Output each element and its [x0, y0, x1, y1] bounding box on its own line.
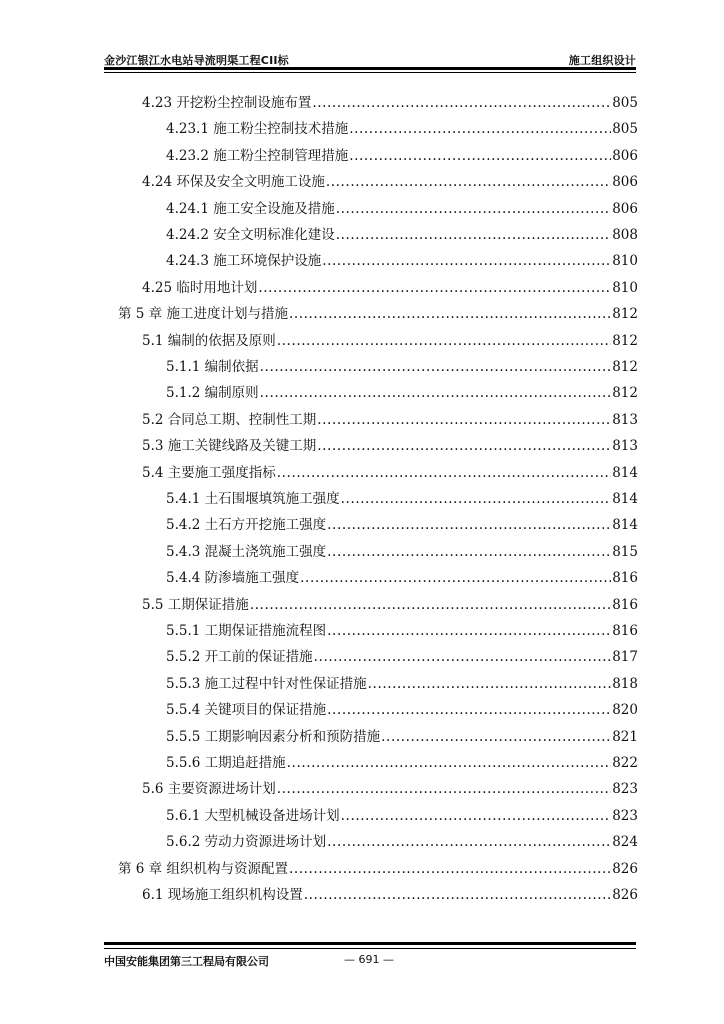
- toc-entry-page: 812: [612, 306, 638, 323]
- toc-entry[interactable]: [166, 117, 638, 143]
- toc-entry-page: 816: [612, 623, 638, 639]
- page-header: [104, 50, 636, 68]
- toc-entry-title: 5.1 编制的依据及原则: [142, 332, 276, 349]
- toc-leader-dots: [304, 887, 611, 903]
- toc-entry[interactable]: [166, 144, 638, 170]
- toc-entry-title: 5.1.1 编制依据: [166, 359, 259, 375]
- toc-entry-page: 823: [612, 807, 638, 824]
- toc-leader-dots: [336, 227, 611, 243]
- toc-entry-title: 4.23 开挖粉尘控制设施布置: [142, 95, 312, 111]
- toc-entry[interactable]: [166, 566, 638, 592]
- toc-leader-dots: [368, 676, 612, 692]
- header-rule-thin: [104, 72, 636, 73]
- toc-leader-dots: [327, 544, 611, 560]
- toc-entry[interactable]: [166, 197, 638, 223]
- toc-entry[interactable]: [166, 355, 638, 381]
- header-project-title: 金沙江银江水电站导流明渠工程CII标: [104, 54, 289, 67]
- toc-entry-title: 5.5.4 关键项目的保证措施: [166, 702, 327, 719]
- toc-entry-page: 812: [612, 385, 638, 402]
- toc-entry-title: 第 5 章 施工进度计划与措施: [118, 306, 288, 323]
- toc-entry-title: 4.24 环保及安全文明施工设施: [142, 174, 325, 191]
- page-footer: [104, 953, 636, 971]
- toc-entry-title: 5.5.2 开工前的保证措施: [166, 649, 313, 666]
- toc-entry[interactable]: [166, 619, 638, 645]
- toc-entry-title: 5.5.1 工期保证措施流程图: [166, 623, 327, 639]
- toc-entry-page: 816: [612, 570, 638, 587]
- toc-entry-page: 815: [612, 543, 638, 560]
- header-document-type: 施工组织设计: [568, 54, 636, 67]
- toc-leader-dots: [260, 385, 612, 401]
- toc-leader-dots: [317, 438, 611, 454]
- footer-page-number: — 691 —: [344, 953, 394, 966]
- toc-entry-page: 820: [612, 702, 638, 719]
- toc-entry[interactable]: [142, 170, 638, 196]
- toc-entry[interactable]: [142, 276, 638, 302]
- toc-leader-dots: [327, 623, 611, 639]
- toc-entry[interactable]: [142, 434, 638, 460]
- header-rule-thick: [104, 67, 636, 70]
- toc-leader-dots: [317, 412, 611, 428]
- toc-entry[interactable]: [142, 329, 638, 355]
- toc-entry-title: 5.6 主要资源进场计划: [142, 781, 276, 798]
- toc-entry[interactable]: [166, 513, 638, 539]
- toc-entry-title: 5.5.3 施工过程中针对性保证措施: [166, 675, 367, 692]
- toc-leader-dots: [322, 253, 611, 269]
- toc-entry-page: 826: [612, 887, 638, 903]
- toc-entry-title: 5.3 施工关键线路及关键工期: [142, 438, 317, 455]
- toc-entry[interactable]: [142, 408, 638, 434]
- toc-leader-dots: [287, 755, 612, 771]
- footer-rule-thick: [104, 942, 636, 945]
- toc-entry[interactable]: [142, 91, 638, 117]
- toc-leader-dots: [327, 702, 611, 718]
- toc-entry-page: 813: [612, 411, 638, 428]
- toc-entry-page: 814: [612, 464, 638, 481]
- toc-entry-title: 4.24.3 施工环境保护设施: [166, 253, 322, 270]
- toc-leader-dots: [336, 201, 611, 217]
- toc-entry-title: 4.23.2 施工粉尘控制管理措施: [166, 147, 349, 164]
- toc-entry-page: 818: [612, 675, 638, 692]
- toc-entry-page: 824: [612, 834, 638, 851]
- toc-entry[interactable]: [166, 381, 638, 407]
- toc-entry[interactable]: [166, 645, 638, 671]
- toc-entry-title: 6.1 现场施工组织机构设置: [142, 887, 303, 903]
- toc-entry-title: 5.2 合同总工期、控制性工期: [142, 411, 317, 428]
- toc-leader-dots: [289, 861, 611, 877]
- toc-entry-page: 808: [612, 227, 638, 243]
- toc-entry[interactable]: [166, 487, 638, 513]
- toc-entry-title: 4.24.1 施工安全设施及措施: [166, 200, 335, 217]
- toc-entry-title: 5.4.2 土石方开挖施工强度: [166, 517, 327, 534]
- footer-rule-thin: [104, 948, 636, 949]
- toc-entry-title: 4.23.1 施工粉尘控制技术措施: [166, 121, 349, 138]
- toc-entry[interactable]: [142, 593, 638, 619]
- toc-leader-dots: [260, 359, 612, 375]
- footer-company: 中国安能集团第三工程局有限公司: [104, 955, 269, 968]
- toc-entry-title: 5.4.4 防渗墙施工强度: [166, 570, 300, 587]
- toc-leader-dots: [277, 333, 611, 349]
- toc-entry-title: 5.5 工期保证措施: [142, 596, 249, 613]
- toc-entry-title: 4.24.2 安全文明标准化建设: [166, 227, 335, 243]
- toc-leader-dots: [326, 174, 611, 190]
- toc-entry-title: 5.4.3 混凝土浇筑施工强度: [166, 543, 327, 560]
- toc-entry[interactable]: [166, 830, 638, 856]
- toc-leader-dots: [327, 834, 611, 850]
- toc-entry[interactable]: [166, 249, 638, 275]
- toc-entry[interactable]: [142, 461, 638, 487]
- toc-leader-dots: [277, 465, 611, 481]
- toc-entry[interactable]: [166, 540, 638, 566]
- toc-entry[interactable]: [142, 883, 638, 909]
- toc-leader-dots: [312, 95, 611, 111]
- toc-entry-title: 5.6.2 劳动力资源进场计划: [166, 834, 327, 851]
- toc-entry-title: 5.6.1 大型机械设备进场计划: [166, 807, 340, 824]
- toc-entry-page: 810: [612, 253, 638, 270]
- toc-entry-page: 814: [612, 491, 638, 507]
- toc-entry-page: 812: [612, 359, 638, 375]
- toc-entry-page: 823: [612, 781, 638, 798]
- toc-entry[interactable]: [142, 777, 638, 803]
- toc-entry-title: 5.1.2 编制原则: [166, 385, 259, 402]
- toc-leader-dots: [314, 649, 612, 665]
- toc-entry-title: 5.5.6 工期追赶措施: [166, 755, 286, 771]
- toc-leader-dots: [277, 781, 611, 797]
- toc-entry[interactable]: [166, 725, 638, 751]
- toc-entry[interactable]: [166, 698, 638, 724]
- toc-leader-dots: [349, 121, 611, 137]
- toc-entry-title: 4.25 临时用地计划: [142, 279, 258, 296]
- toc-entry-title: 5.4 主要施工强度指标: [142, 464, 276, 481]
- toc-leader-dots: [381, 729, 611, 745]
- toc-leader-dots: [258, 280, 611, 296]
- toc-entry-page: 817: [612, 649, 638, 666]
- toc-leader-dots: [250, 597, 611, 613]
- toc-entry-page: 805: [612, 95, 638, 111]
- toc-entry-page: 816: [612, 596, 638, 613]
- toc-entry-page: 806: [612, 174, 638, 191]
- toc-entry-page: 821: [612, 728, 638, 745]
- toc-entry-page: 806: [612, 147, 638, 164]
- toc-entry[interactable]: [166, 804, 638, 830]
- toc-entry-page: 826: [612, 860, 638, 877]
- toc-entry-page: 814: [612, 517, 638, 534]
- toc-entry-page: 806: [612, 200, 638, 217]
- toc-entry[interactable]: [166, 751, 638, 777]
- toc-leader-dots: [327, 517, 611, 533]
- toc-entry-title: 第 6 章 组织机构与资源配置: [118, 860, 288, 877]
- toc-entry[interactable]: [166, 672, 638, 698]
- toc-entry-title: 5.5.5 工期影响因素分析和预防措施: [166, 728, 381, 745]
- toc-entry-page: 822: [612, 755, 638, 771]
- toc-leader-dots: [289, 306, 611, 322]
- toc-entry-page: 813: [612, 438, 638, 455]
- toc-entry-title: 5.4.1 土石围堰填筑施工强度: [166, 491, 340, 507]
- toc-entry-page: 810: [612, 279, 638, 296]
- toc-leader-dots: [341, 808, 612, 824]
- toc-entry[interactable]: [118, 302, 638, 328]
- toc-entry-page: 812: [612, 332, 638, 349]
- toc-leader-dots: [341, 491, 612, 507]
- toc-entry-page: 805: [612, 121, 638, 138]
- toc-entry[interactable]: [166, 223, 638, 249]
- toc-leader-dots: [300, 570, 611, 586]
- toc-entry[interactable]: [118, 857, 638, 883]
- toc-leader-dots: [349, 148, 611, 164]
